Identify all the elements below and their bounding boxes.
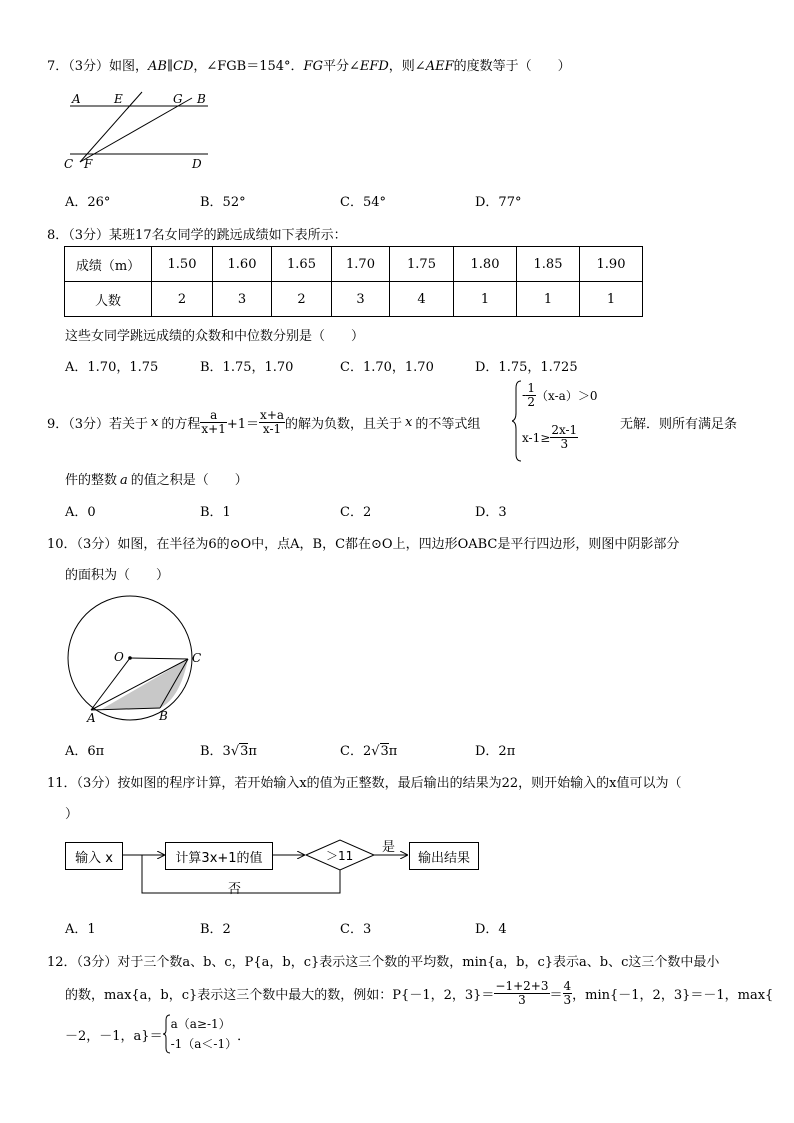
q8-option-c: C．1.70，1.70 [340, 360, 434, 375]
table-cell: 1 [580, 282, 643, 317]
table-cell: 3 [213, 282, 272, 317]
q10-option-a: A．6π [65, 744, 105, 759]
q9-inequality-system [512, 380, 618, 462]
table-cell: 1.70 [332, 247, 390, 282]
q7-option-a: A．26° [65, 195, 111, 210]
q10-option-c: C．2√3π [340, 744, 398, 759]
q10-figure [62, 588, 222, 728]
table-cell: 2 [272, 282, 332, 317]
q10-label-c: C [192, 651, 202, 665]
q11-compute-box: 计算3x+1的值 [165, 842, 273, 870]
q9-stem-line1: 9．（3分）若关于 x 的方程 $\frac{a}{x+1}$ +1＝ $\frac{x+a}{x-1}$ 的解为负数，且关于 x 的不等式组 [47, 407, 481, 436]
q11-option-b: B．2 [200, 922, 231, 937]
table-cell: 1.85 [517, 247, 580, 282]
q11-option-d: D．4 [475, 922, 507, 937]
table-cell: 3 [332, 282, 390, 317]
q11-yes-label: 是 [382, 840, 396, 855]
q8-option-d: D．1.75，1.725 [475, 360, 578, 375]
q11-option-c: C．3 [340, 922, 372, 937]
table-cell: 1 [517, 282, 580, 317]
q9-option-d: D．3 [475, 505, 507, 520]
table-header-score: 成绩（m） [65, 247, 152, 282]
q7-label-c: C [64, 157, 74, 171]
q11-option-a: A．1 [65, 922, 96, 937]
q11-output-box: 输出结果 [409, 842, 479, 870]
table-cell: 2 [152, 282, 213, 317]
table-cell: 1.50 [152, 247, 213, 282]
q9-stem-line1-end: 无解．则所有满足条 [620, 417, 738, 432]
table-row [65, 282, 643, 317]
table-cell: 4 [390, 282, 454, 317]
q10-stem-line2: 的面积为（ ） [65, 568, 170, 583]
table-cell: 1 [454, 282, 517, 317]
q7-label-e: E [114, 92, 123, 106]
q11-stem-line2: ） [65, 807, 79, 822]
q10-option-b: B．3√3π [200, 744, 257, 759]
q9-fraction-2: $\frac{x+a}{x-1}$ [260, 407, 285, 436]
q9-option-b: B．1 [200, 505, 231, 520]
table-cell: 1.80 [454, 247, 517, 282]
q7-label-a: A [72, 92, 81, 106]
q8-option-b: B．1.75，1.70 [200, 360, 294, 375]
q11-no-label: 否 [228, 882, 242, 897]
q11-condition-label: ＞11 [326, 849, 354, 863]
q8-score-table [64, 246, 643, 317]
table-cell: 1.60 [213, 247, 272, 282]
q7-stem: 7．（3分）如图，AB∥CD，∠FGB＝154°．FG平分∠EFD，则∠AEF的度数等于（ ） [47, 59, 571, 74]
q12-cases: a（a≥-1） -1（a＜-1） [170, 1017, 238, 1051]
q7-option-d: D．77° [475, 195, 522, 210]
q12-stem-line1: 12．（3分）对于三个数a、b、c，P{a，b，c}表示这三个数的平均数，min{a，b，c}表示a、b、c这三个数中最小 [47, 955, 720, 970]
q9-stem-line2: 件的整数 a 的值之积是（ ） [65, 473, 248, 488]
q11-stem-line1: 11．（3分）按如图的程序计算，若开始输入x的值为正整数，最后输出的结果为22，则开始输入的x值可以为（ [47, 776, 682, 791]
q8-option-a: A．1.70，1.75 [65, 360, 159, 375]
q7-label-d: D [192, 157, 202, 171]
q12-fraction-1: $\frac{-1+2+3}{3}$ [495, 978, 549, 1007]
q7-label-b: B [197, 92, 206, 106]
q10-stem-line1: 10．（3分）如图，在半径为6的⊙O中，点A，B，C都在⊙O上，四边形OABC是平行四边形，则图中阴影部分 [47, 537, 680, 552]
q9-inequality-1: - $\frac{1}{2}$ （x-a）＞0 [522, 381, 598, 409]
q7-option-b: B．52° [200, 195, 246, 210]
table-cell: 1.75 [390, 247, 454, 282]
q8-question: 这些女同学跳远成绩的众数和中位数分别是（ ） [65, 329, 365, 344]
q7-option-c: C．54° [340, 195, 386, 210]
q12-stem-line3: －2，－1，a}＝ a（a≥-1） -1（a＜-1） ． [65, 1012, 250, 1056]
q10-label-a: A [87, 711, 96, 725]
q10-option-d: D．2π [475, 744, 516, 759]
q11-input-box: 输入 x [65, 842, 123, 870]
brace-icon [163, 1014, 171, 1054]
q10-label-o: O [114, 650, 124, 664]
q10-label-b: B [159, 709, 168, 723]
q7-label-g: G [173, 92, 183, 106]
q8-stem: 8．（3分）某班17名女同学的跳远成绩如下表所示： [47, 228, 347, 243]
q9-inequality-2: x-1≥ $\frac{2x-1}{3}$ [522, 423, 578, 451]
brace-icon [512, 380, 522, 462]
table-cell: 1.90 [580, 247, 643, 282]
q12-stem-line2: 的数，max{a，b，c}表示这三个数中最大的数，例如：P{－1，2，3}＝ $\frac{-1+2+3}{3}$ ＝ $\frac{4}{3}$ ，min{－1，2，3}＝－1，max{ [65, 978, 774, 1007]
q12-fraction-2: $\frac{4}{3}$ [563, 978, 572, 1007]
q9-option-c: C．2 [340, 505, 372, 520]
table-row [65, 247, 643, 282]
table-header-count: 人数 [65, 282, 152, 317]
q9-fraction-1: $\frac{a}{x+1}$ [201, 407, 226, 436]
q7-label-f: F [84, 157, 93, 171]
q9-option-a: A．0 [65, 505, 96, 520]
table-cell: 1.65 [272, 247, 332, 282]
q7-figure [60, 88, 220, 174]
